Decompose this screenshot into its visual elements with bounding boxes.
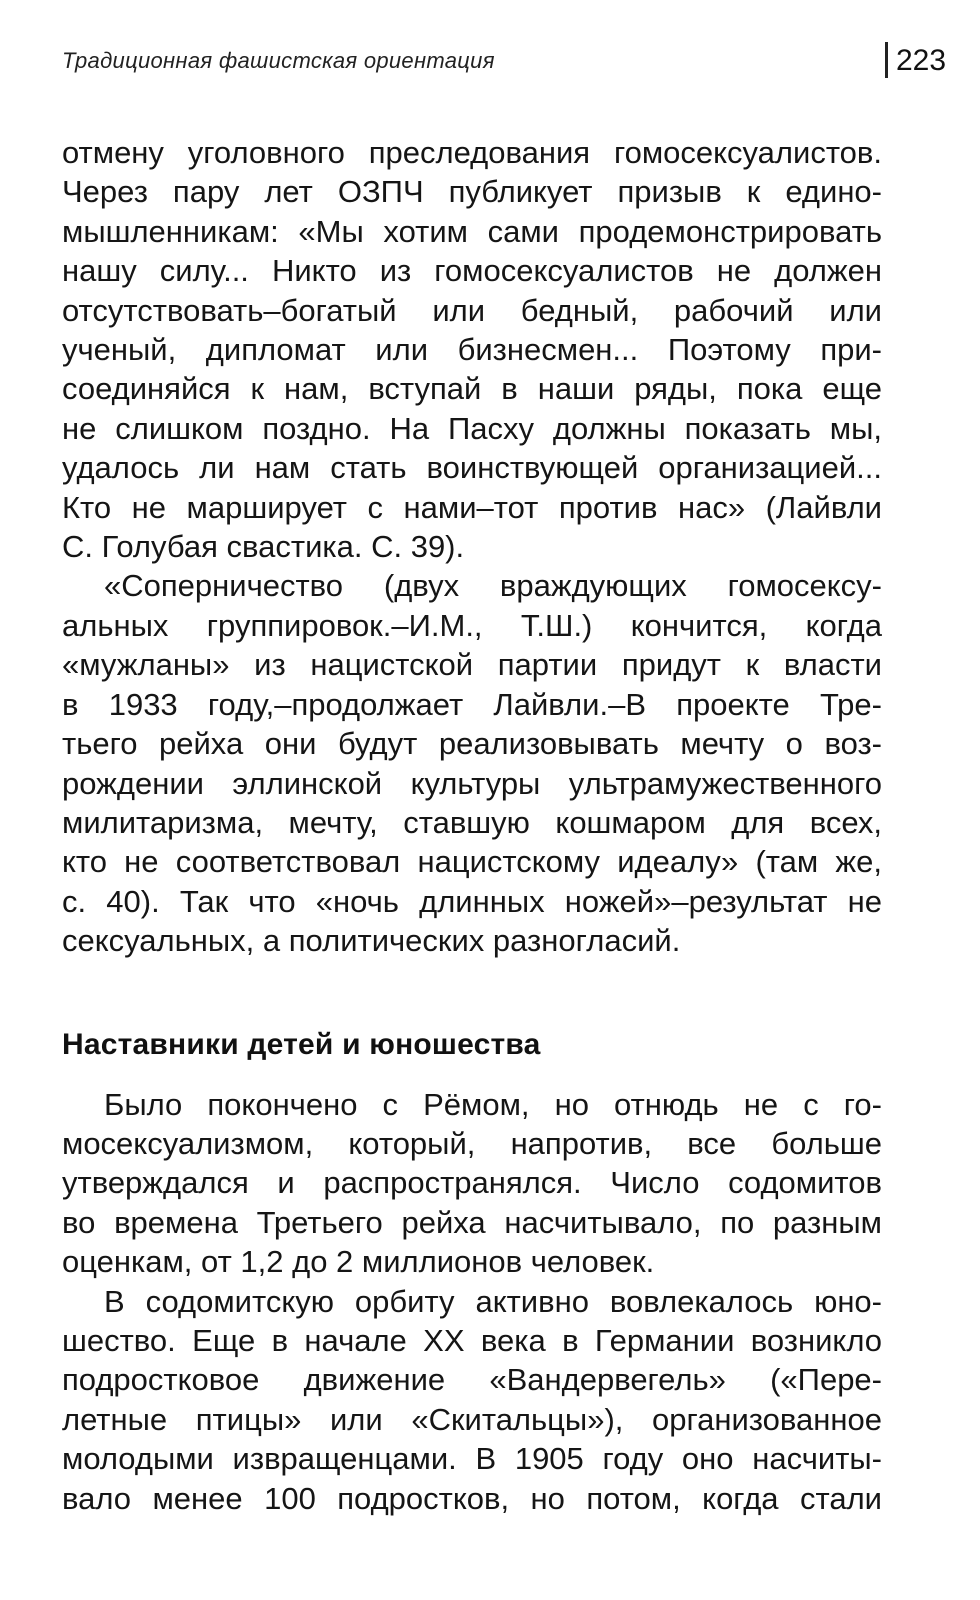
- text-line: летные птицы» или «Скитальцы»), организованное: [62, 1401, 882, 1437]
- text-line: С. Голубая свастика. С. 39).: [62, 529, 465, 565]
- text-line: Кто не марширует с нами–тот против нас» (Лайвли: [62, 489, 882, 525]
- text-line: «Соперничество (двух враждующих гомосексу-: [104, 568, 882, 604]
- text-line: Было покончено с Рёмом, но отнюдь не с го-: [104, 1086, 882, 1122]
- text-line: мосексуализмом, который, напротив, все больше: [62, 1125, 882, 1161]
- page-header: [62, 44, 947, 84]
- text-line: В содомитскую орбиту активно вовлекалось юно-: [104, 1283, 882, 1319]
- bottom-paragraphs: [62, 1085, 882, 1518]
- paragraph: [62, 1085, 882, 1282]
- body-text: [62, 133, 882, 1518]
- header-rule: [885, 42, 888, 78]
- text-line: подростковое движение «Вандервегель» («Пере-: [62, 1362, 882, 1398]
- text-line: отмену уголовного преследования гомосексуалистов.: [62, 135, 882, 170]
- text-line: оценкам, от 1,2 до 2 миллионов человек.: [62, 1244, 655, 1280]
- paragraph: [62, 1282, 882, 1518]
- text-line: в 1933 году,–продолжает Лайвли.–В проекте Тре-: [62, 686, 882, 722]
- text-line: вало менее 100 подростков, но потом, когда стали: [62, 1480, 882, 1516]
- text-line: во времена Третьего рейха насчитывало, по разным: [62, 1204, 882, 1240]
- text-line: молодыми извращенцами. В 1905 году оно насчиты-: [62, 1441, 882, 1477]
- paragraph: [62, 566, 882, 960]
- paragraph: [62, 133, 882, 566]
- text-line: «мужланы» из нацистской партии придут к власти: [62, 647, 882, 683]
- top-paragraphs: [62, 133, 882, 961]
- text-line: отсутствовать–богатый или бедный, рабочий или: [62, 292, 882, 328]
- text-line: с. 40). Так что «ночь длинных ножей»–результат не: [62, 883, 882, 919]
- text-line: тьего рейха они будут реализовывать мечту о воз-: [62, 726, 882, 762]
- section-title: Наставники детей и юношества: [62, 1027, 541, 1061]
- text-line: сексуальных, а политических разногласий.: [62, 923, 681, 959]
- running-head: Традиционная фашистская ориентация: [62, 48, 495, 73]
- text-line: нашу силу... Никто из гомосексуалистов не должен: [62, 253, 882, 289]
- text-line: мышленникам: «Мы хотим сами продемонстрировать: [62, 213, 882, 249]
- text-line: ученый, дипломат или бизнесмен... Поэтому при-: [62, 332, 882, 368]
- text-line: кто не соответствовал нацистскому идеалу» (там же,: [62, 844, 882, 880]
- text-line: удалось ли нам стать воинствующей организацией...: [62, 450, 882, 486]
- text-line: соединяйся к нам, вступай в наши ряды, пока еще: [62, 371, 882, 407]
- text-line: утверждался и распространялся. Число содомитов: [62, 1165, 882, 1201]
- text-line: Через пару лет ОЗПЧ публикует призыв к едино-: [62, 174, 882, 210]
- text-line: не слишком поздно. На Пасху должны показать мы,: [62, 410, 882, 446]
- text-line: альных группировок.–И.М., Т.Ш.) кончится, когда: [62, 607, 882, 643]
- text-line: милитаризма, мечту, ставшую кошмаром для всех,: [62, 804, 882, 840]
- text-line: рождении эллинской культуры ультрамужественного: [62, 765, 882, 801]
- page-number: 223: [896, 44, 947, 77]
- text-line: шество. Еще в начале XX века в Германии возникло: [62, 1322, 882, 1358]
